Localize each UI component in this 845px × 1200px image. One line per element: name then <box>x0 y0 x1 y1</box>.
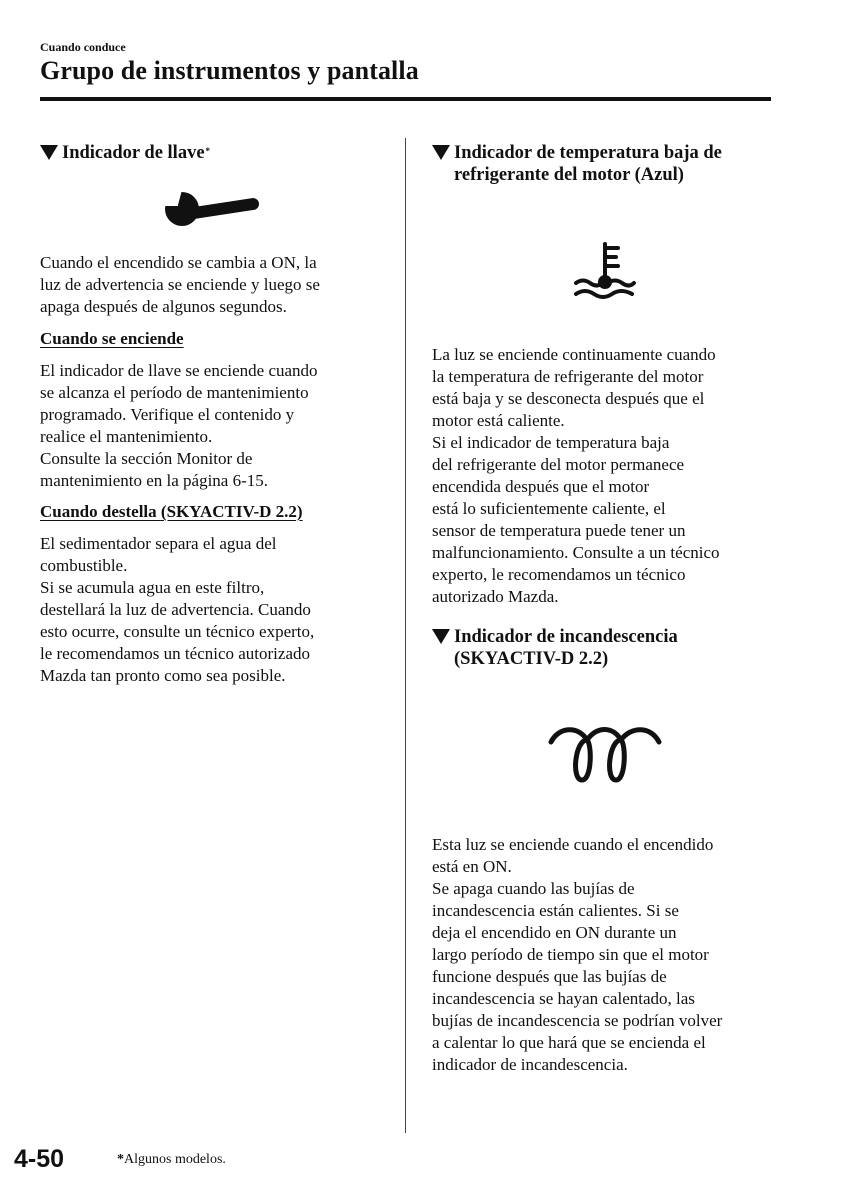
subheading-lights-on: Cuando se enciende <box>40 329 184 348</box>
coolant-indicator-heading: Indicador de temperatura baja de refrigerante del motor (Azul) <box>432 142 777 186</box>
subheading-flashes: Cuando destella (SKYACTIV-D 2.2) <box>40 502 303 521</box>
triangle-bullet-icon <box>432 145 450 160</box>
triangle-bullet-icon <box>40 145 58 160</box>
glow-text: Esta luz se enciende cuando el encendido está en ON. Se apaga cuando las bujías de incandescencia están calientes. Si se deja el encendido en ON durante un largo período de tiempo sin que el motor funcione después que las bujías de incandescencia se hayan calentado, las bujías de incandescencia se podrían volver a calentar lo que hará que se encienda el indicador de incandescencia. <box>432 835 723 1074</box>
footnote: *Algunos modelos. <box>117 1152 226 1167</box>
coolant-text: La luz se enciende continuamente cuando la temperatura de refrigerante del motor está baja y se desconecta después que el motor está caliente. Si el indicador de temperatura baja del refrigerante del motor permanece encendida después que el motor está lo suficientemente caliente, el sensor de temperatura puede tener un malfuncionamiento. Consulte a un técnico experto, le recomendamos un técnico autorizado Mazda. <box>432 345 720 606</box>
page-title: Grupo de instrumentos y pantalla <box>40 56 419 85</box>
wrench-icon <box>40 182 380 236</box>
header-rule <box>40 97 771 101</box>
footnote-mark: * <box>205 146 211 156</box>
wrench-indicator-heading: Indicador de llave* <box>40 142 380 164</box>
glow-indicator-heading: Indicador de incandescencia (SKYACTIV-D 2.2) <box>432 626 777 670</box>
glow-plug-icon <box>432 722 777 790</box>
section-label: Cuando conduce <box>40 40 126 54</box>
right-column <box>432 142 777 1076</box>
coolant-temperature-icon <box>432 238 777 306</box>
column-divider <box>405 138 406 1133</box>
wrench-intro-text: Cuando el encendido se cambia a ON, la luz de advertencia se enciende y luego se apaga después de algunos segundos. <box>40 253 320 316</box>
page-number: 4-50 <box>14 1145 65 1173</box>
left-column <box>40 142 380 687</box>
flashes-text: El sedimentador separa el agua del combustible. Si se acumula agua en este filtro, destellará la luz de advertencia. Cuando esto ocurre, consulte un técnico experto, le recomendamos un técnico autorizado Mazda tan pronto como sea posible. <box>40 534 315 685</box>
lights-on-text: El indicador de llave se enciende cuando se alcanza el período de mantenimiento programado. Verifique el contenido y realice el mantenimiento. Consulte la sección Monitor de mantenimiento en la página 6-15. <box>40 361 318 490</box>
triangle-bullet-icon <box>432 629 450 644</box>
